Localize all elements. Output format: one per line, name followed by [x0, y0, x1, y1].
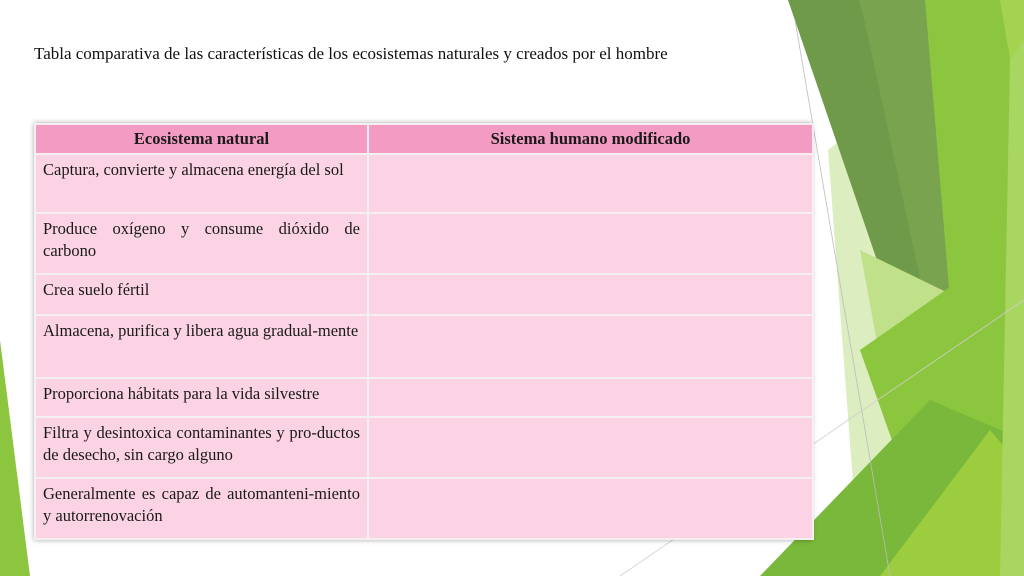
cell-natural: Proporciona hábitats para la vida silvestre — [35, 378, 368, 417]
header-human-modified-system: Sistema humano modificado — [368, 124, 813, 154]
cell-human — [368, 315, 813, 378]
table-header-row — [35, 124, 813, 154]
cell-human — [368, 378, 813, 417]
slide-title: Tabla comparativa de las características de los ecosistemas naturales y creados por el hombre — [34, 44, 668, 63]
cell-human — [368, 274, 813, 315]
table-row — [35, 213, 813, 274]
cell-natural: Filtra y desintoxica contaminantes y pro-ductos de desecho, sin cargo alguno — [35, 417, 368, 478]
table-row — [35, 274, 813, 315]
cell-human — [368, 213, 813, 274]
table-row — [35, 154, 813, 213]
cell-human — [368, 417, 813, 478]
left-green-strip — [0, 340, 30, 576]
table-row — [35, 417, 813, 478]
table-row — [35, 378, 813, 417]
cell-natural: Produce oxígeno y consume dióxido de carbono — [35, 213, 368, 274]
comparison-table — [34, 123, 814, 540]
cell-human — [368, 154, 813, 213]
cell-natural: Captura, convierte y almacena energía del sol — [35, 154, 368, 213]
cell-human — [368, 478, 813, 539]
cell-natural: Generalmente es capaz de automanteni-miento y autorrenovación — [35, 478, 368, 539]
table-row — [35, 315, 813, 378]
cell-natural: Crea suelo fértil — [35, 274, 368, 315]
comparison-table-wrapper — [34, 123, 812, 540]
cell-natural: Almacena, purifica y libera agua gradual-mente — [35, 315, 368, 378]
header-natural-ecosystem: Ecosistema natural — [35, 124, 368, 154]
table-row — [35, 478, 813, 539]
